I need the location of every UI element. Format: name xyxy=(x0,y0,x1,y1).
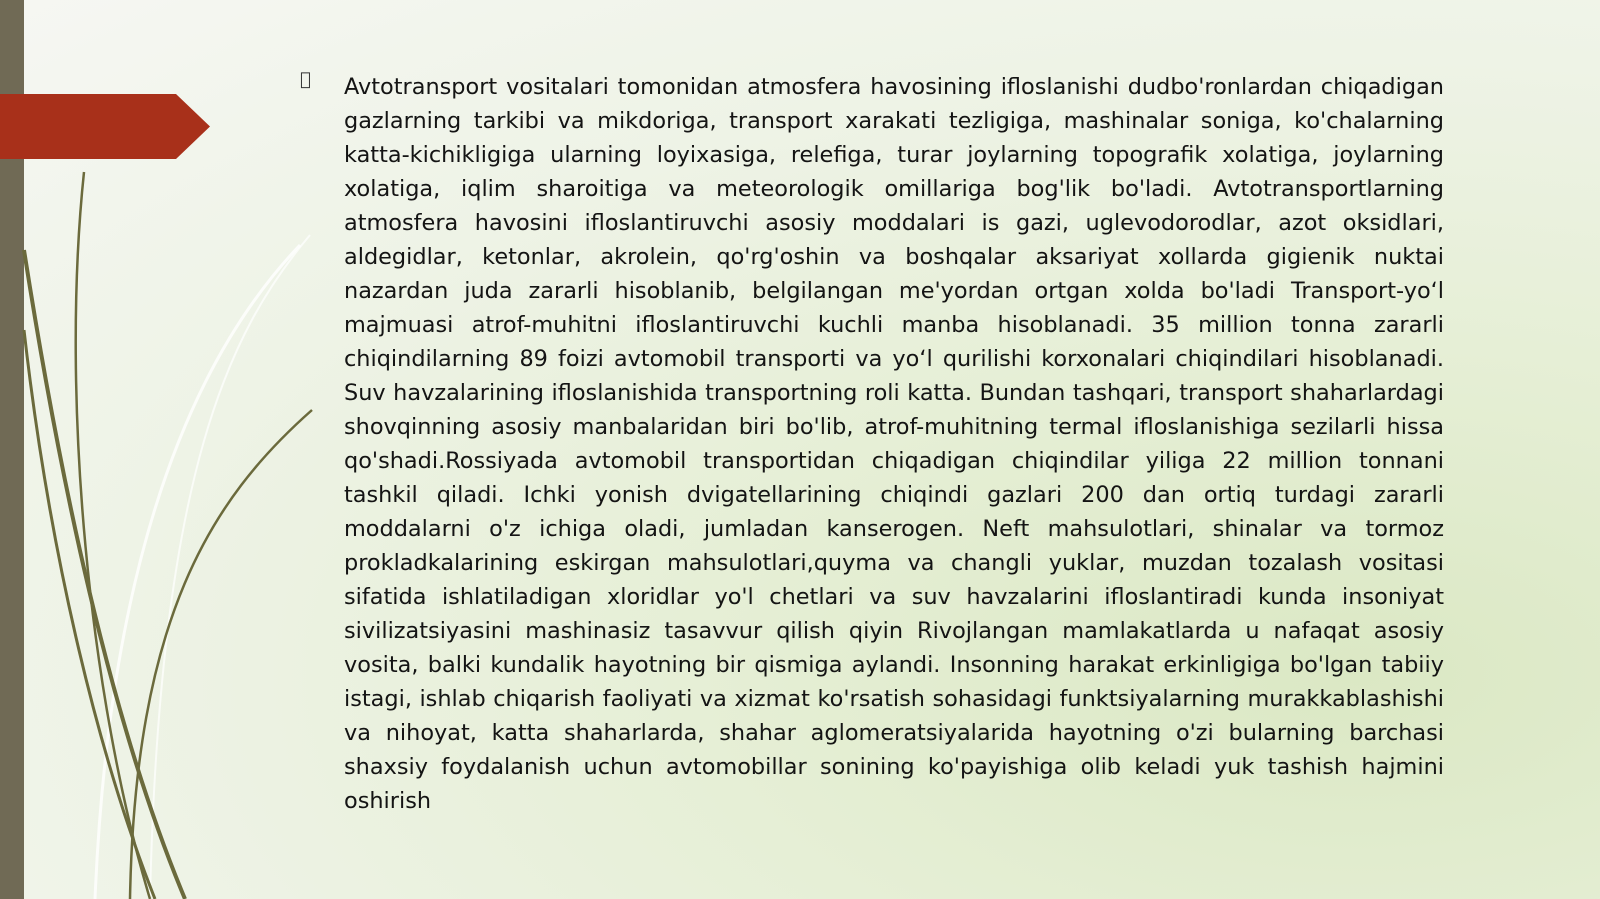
red-arrow-banner xyxy=(0,94,210,159)
bullet-icon xyxy=(300,70,311,90)
slide-body-text: Avtotransport vositalari tomonidan atmosfera havosining ifloslanishi dudbo'ronlardan chiqadigan gazlarning tarkibi va mikdoriga, transport xarakati tezligiga, mashinalar soniga, ko'chalarning katta-kichikligiga ularning loyixasiga, relefiga, turar joylarning topografik xolatiga, joylarning xolatiga, iqlim sharoitiga va meteorologik omillariga bog'lik bo'ladi. Avtotransportlarning atmosfera havosini ifloslantiruvchi asosiy moddalari is gazi, uglevodorodlar, azot oksidlari, aldegidlar, ketonlar, akrolein, qo'rg'oshin va boshqalar aksariyat xollarda gigienik nuktai nazardan juda zararli hisoblanib, belgilangan me'yordan ortgan xolda bo'ladi Transport-yoʻl majmuasi atrof-muhitni ifloslantiruvchi kuchli manba hisoblanadi. 35 million tonna zararli chiqindilarning 89 foizi avtomobil transporti va yoʻl qurilishi korxonalari chiqindilari hisoblanadi. Suv havzalarining ifloslanishida transportning roli katta. Bundan tashqari, transport shaharlardagi shovqinning asosiy manbalaridan biri bo'lib, atrof-muhitning termal ifloslanishiga sezilarli hissa qo'shadi.Rossiyada avtomobil transportidan chiqadigan chiqindilar yiliga 22 million tonnani tashkil qiladi. Ichki yonish dvigatellarining chiqindi gazlari 200 dan ortiq turdagi zararli moddalarni o'z ichiga oladi, jumladan kanserogen. Neft mahsulotlari, shinalar va tormoz prokladkalarining eskirgan mahsulotlari,quyma va changli yuklar, muzdan tozalash vositasi sifatida ishlatiladigan xloridlar yo'l chetlari va suv havzalarini ifloslantiradi kunda insoniyat sivilizatsiyasini mashinasiz tasavvur qilish qiyin Rivojlangan mamlakatlarda u nafaqat asosiy vosita, balki kundalik hayotning bir qismiga aylandi. Insonning harakat erkinligiga bo'lgan tabiiy istagi, ishlab chiqarish faoliyati va xizmat ko'rsatish sohasidagi funktsiyalarning murakkablashishi va nihoyat, katta shaharlarda, shahar aglomeratsiyalarida hayotning o'zi bularning barchasi shaxsiy foydalanish uchun avtomobillar sonining ko'payishiga olib keladi yuk tashish hajmini oshirish xyxy=(344,74,1444,814)
